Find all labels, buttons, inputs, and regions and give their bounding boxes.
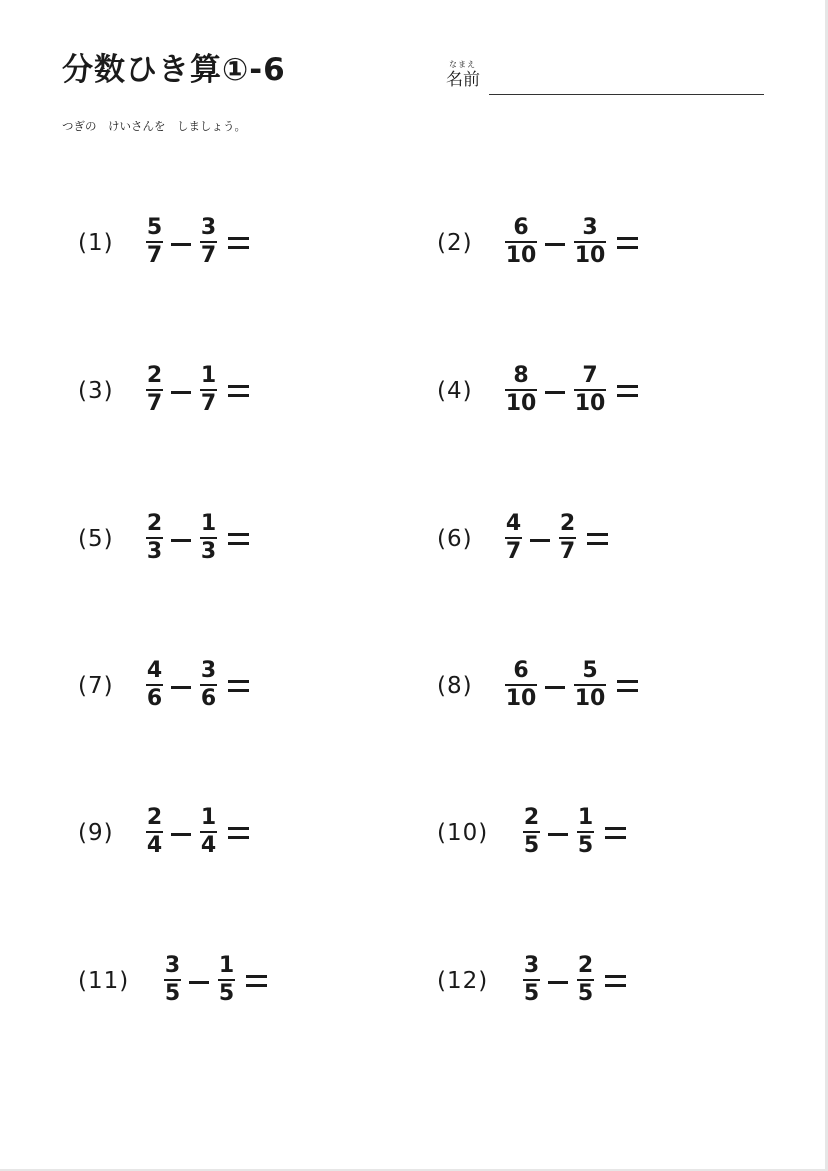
equals-sign — [617, 689, 638, 692]
problem-item — [78, 363, 418, 419]
equals-sign — [228, 237, 249, 240]
equals-sign — [228, 542, 249, 545]
equals-sign — [587, 533, 608, 536]
problem-number: (5) — [78, 526, 114, 552]
fraction-first — [523, 805, 540, 861]
equals-sign — [228, 827, 249, 830]
denominator: 10 — [574, 391, 606, 416]
minus-sign — [171, 391, 191, 394]
denominator: 3 — [200, 539, 217, 564]
fraction-first — [164, 953, 181, 1009]
fraction-second — [218, 953, 235, 1009]
denominator: 6 — [200, 686, 217, 711]
numerator: 5 — [582, 658, 598, 683]
denominator: 7 — [200, 391, 217, 416]
fraction-second — [574, 658, 606, 714]
problem-number: (12) — [437, 968, 489, 994]
equals-sign — [605, 827, 626, 830]
numerator: 2 — [146, 805, 163, 830]
problem-number: (9) — [78, 820, 114, 846]
problem-item — [78, 658, 418, 714]
answer-area[interactable] — [645, 363, 715, 419]
fraction-second — [574, 363, 606, 419]
denominator: 10 — [505, 243, 537, 268]
numerator: 7 — [582, 363, 598, 388]
problem-item — [437, 805, 777, 861]
equals-sign — [617, 385, 638, 388]
equals-sign — [605, 836, 626, 839]
problem-item — [437, 215, 777, 271]
fraction-first — [146, 511, 163, 567]
numerator: 8 — [513, 363, 529, 388]
fraction-second — [559, 511, 576, 567]
equals-sign — [228, 246, 249, 249]
fraction-second — [200, 805, 217, 861]
minus-sign — [545, 686, 565, 689]
answer-area[interactable] — [615, 511, 685, 567]
minus-sign — [545, 391, 565, 394]
fraction-first — [146, 363, 163, 419]
numerator: 2 — [559, 511, 576, 536]
problem-number: (7) — [78, 673, 114, 699]
instructions: つぎの けいさんを しましょう。 — [62, 119, 246, 133]
denominator: 5 — [523, 981, 540, 1006]
denominator: 7 — [146, 243, 163, 268]
denominator: 5 — [577, 981, 594, 1006]
answer-area[interactable] — [256, 658, 326, 714]
problem-number: (1) — [78, 230, 114, 256]
denominator: 7 — [559, 539, 576, 564]
problem-number: (3) — [78, 378, 114, 404]
worksheet-title: 分数ひき算①-6 — [62, 52, 286, 88]
denominator: 10 — [574, 686, 606, 711]
fraction-second — [200, 511, 217, 567]
name-write-line[interactable] — [489, 94, 764, 95]
numerator: 1 — [577, 805, 594, 830]
answer-area[interactable] — [645, 658, 715, 714]
numerator: 1 — [200, 363, 217, 388]
answer-area[interactable] — [274, 953, 344, 1009]
equals-sign — [228, 680, 249, 683]
equals-sign — [617, 246, 638, 249]
problem-number: (11) — [78, 968, 130, 994]
numerator: 1 — [200, 805, 217, 830]
equals-sign — [617, 237, 638, 240]
numerator: 3 — [200, 658, 217, 683]
minus-sign — [548, 981, 568, 984]
problem-item — [78, 805, 418, 861]
denominator: 5 — [577, 833, 594, 858]
equals-sign — [587, 542, 608, 545]
minus-sign — [548, 833, 568, 836]
minus-sign — [171, 539, 191, 542]
numerator: 2 — [146, 511, 163, 536]
denominator: 10 — [574, 243, 606, 268]
answer-area[interactable] — [256, 511, 326, 567]
answer-area[interactable] — [256, 805, 326, 861]
denominator: 5 — [523, 833, 540, 858]
denominator: 5 — [218, 981, 235, 1006]
minus-sign — [171, 686, 191, 689]
minus-sign — [530, 539, 550, 542]
numerator: 2 — [146, 363, 163, 388]
fraction-first — [505, 215, 537, 271]
denominator: 4 — [146, 833, 163, 858]
equals-sign — [228, 533, 249, 536]
numerator: 1 — [200, 511, 217, 536]
equals-sign — [228, 385, 249, 388]
numerator: 2 — [523, 805, 540, 830]
fraction-first — [146, 805, 163, 861]
denominator: 10 — [505, 686, 537, 711]
fraction-first — [505, 363, 537, 419]
fraction-second — [200, 215, 217, 271]
denominator: 6 — [146, 686, 163, 711]
denominator: 10 — [505, 391, 537, 416]
answer-area[interactable] — [645, 215, 715, 271]
numerator: 6 — [513, 215, 529, 240]
denominator: 4 — [200, 833, 217, 858]
numerator: 3 — [523, 953, 540, 978]
problem-number: (4) — [437, 378, 473, 404]
numerator: 6 — [513, 658, 529, 683]
minus-sign — [171, 243, 191, 246]
fraction-first — [146, 658, 163, 714]
equals-sign — [246, 975, 267, 978]
name-label: 名前 — [446, 70, 480, 90]
problem-number: (8) — [437, 673, 473, 699]
equals-sign — [617, 680, 638, 683]
problem-item — [437, 363, 777, 419]
fraction-first — [523, 953, 540, 1009]
fraction-second — [200, 363, 217, 419]
denominator: 3 — [146, 539, 163, 564]
numerator: 3 — [582, 215, 598, 240]
equals-sign — [246, 984, 267, 987]
equals-sign — [617, 394, 638, 397]
problem-number: (10) — [437, 820, 489, 846]
fraction-first — [505, 658, 537, 714]
equals-sign — [605, 975, 626, 978]
fraction-first — [146, 215, 163, 271]
minus-sign — [171, 833, 191, 836]
equals-sign — [228, 836, 249, 839]
problem-item — [437, 658, 777, 714]
fraction-second — [200, 658, 217, 714]
fraction-second — [577, 805, 594, 861]
denominator: 5 — [164, 981, 181, 1006]
problem-item — [78, 953, 418, 1009]
minus-sign — [189, 981, 209, 984]
problem-item — [78, 511, 418, 567]
equals-sign — [228, 394, 249, 397]
minus-sign — [545, 243, 565, 246]
numerator: 3 — [164, 953, 181, 978]
fraction-second — [574, 215, 606, 271]
numerator: 3 — [200, 215, 217, 240]
name-field — [446, 60, 766, 100]
answer-area[interactable] — [256, 215, 326, 271]
problem-item — [78, 215, 418, 271]
answer-area[interactable] — [633, 805, 703, 861]
numerator: 5 — [146, 215, 163, 240]
equals-sign — [228, 689, 249, 692]
answer-area[interactable] — [256, 363, 326, 419]
denominator: 7 — [146, 391, 163, 416]
numerator: 1 — [218, 953, 235, 978]
answer-area[interactable] — [633, 953, 703, 1009]
name-ruby: なまえ — [449, 60, 476, 69]
problem-number: (2) — [437, 230, 473, 256]
problem-item — [437, 953, 777, 1009]
numerator: 4 — [146, 658, 163, 683]
denominator: 7 — [505, 539, 522, 564]
numerator: 4 — [505, 511, 522, 536]
numerator: 2 — [577, 953, 594, 978]
problem-number: (6) — [437, 526, 473, 552]
denominator: 7 — [200, 243, 217, 268]
fraction-second — [577, 953, 594, 1009]
problem-item — [437, 511, 777, 567]
fraction-first — [505, 511, 522, 567]
equals-sign — [605, 984, 626, 987]
